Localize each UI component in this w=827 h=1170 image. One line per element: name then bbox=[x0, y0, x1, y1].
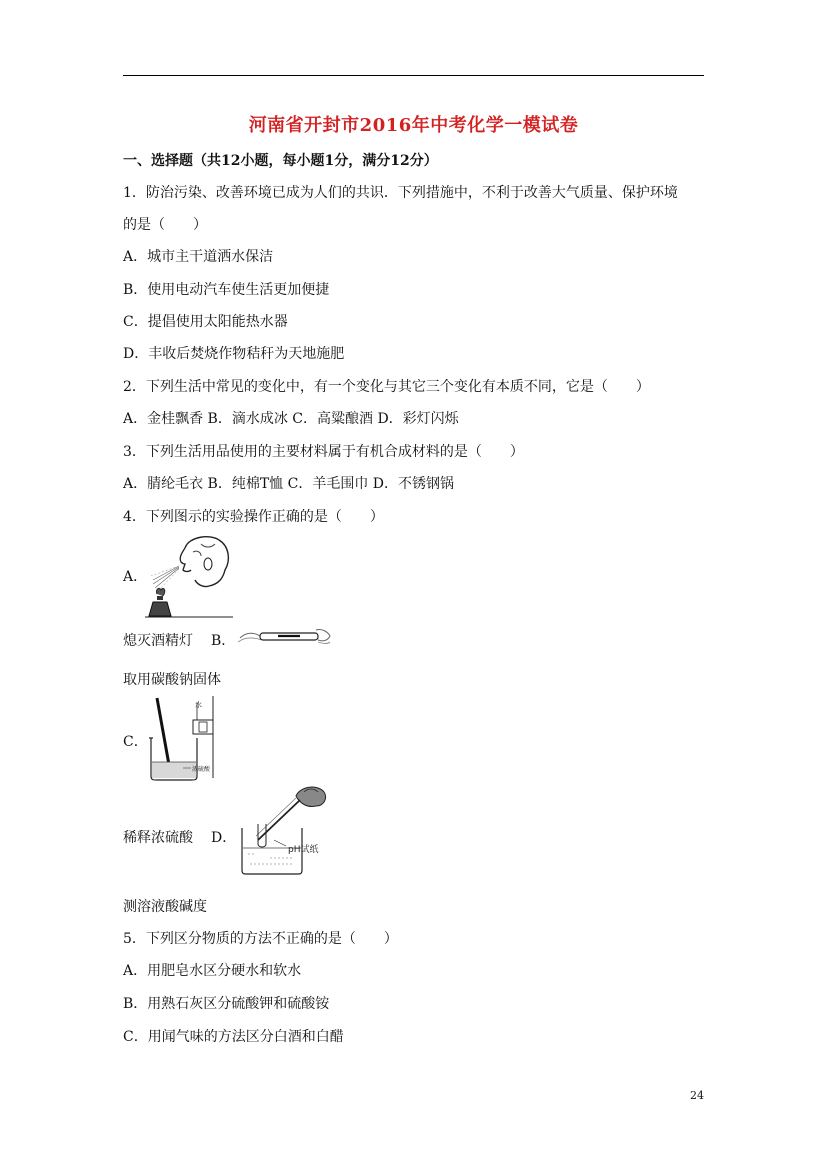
question-2-options: A．金桂飘香 B．滴水成冰 C．高粱酿酒 D．彩灯闪烁 bbox=[123, 411, 459, 427]
document-title: 河南省开封市2016年中考化学一模试卷 bbox=[248, 115, 579, 136]
figure-label-sulfuric-acid: 浓硫酸 bbox=[192, 766, 211, 773]
question-1-stem-line-1: 1．防治污染、改善环境已成为人们的共识．下列措施中，不利于改善大气质量、保护环境 bbox=[123, 185, 678, 201]
question-4-option-c-caption: 稀释浓硫酸 bbox=[123, 830, 193, 846]
question-1-option-a: A．城市主干道洒水保洁 bbox=[123, 249, 274, 265]
page-number: 24 bbox=[690, 1089, 704, 1102]
question-5-stem: 5．下列区分物质的方法不正确的是（ ） bbox=[123, 931, 398, 947]
question-4-stem: 4．下列图示的实验操作正确的是（ ） bbox=[123, 509, 384, 525]
header-rule bbox=[123, 75, 704, 76]
question-1-option-c: C．提倡使用太阳能热水器 bbox=[123, 314, 288, 330]
figure-label-water: 水 bbox=[195, 701, 202, 709]
section-heading: 一、选择题（共12小题，每小题1分，满分12分） bbox=[123, 153, 438, 169]
question-1-option-b: B．使用电动汽车使生活更加便捷 bbox=[123, 282, 330, 298]
question-5-option-a: A．用肥皂水区分硬水和软水 bbox=[123, 963, 302, 979]
question-4-option-c-letter: C． bbox=[123, 734, 148, 750]
question-4-option-d-letter: D． bbox=[211, 830, 237, 846]
question-5-option-b: B．用熟石灰区分硫酸钾和硫酸铵 bbox=[123, 996, 330, 1012]
question-4-option-a-letter: A． bbox=[123, 569, 148, 585]
figure-label-ph-paper: pH试纸 bbox=[288, 845, 319, 855]
question-5-option-c: C．用闻气味的方法区分白酒和白醋 bbox=[123, 1029, 344, 1045]
question-4-option-b-caption: 取用碳酸钠固体 bbox=[123, 672, 221, 688]
figure-measure-ph bbox=[234, 782, 334, 876]
question-3-options: A．腈纶毛衣 B．纯棉T恤 C．羊毛围巾 D．不锈钢锅 bbox=[123, 476, 455, 492]
question-1-option-d: D．丰收后焚烧作物秸秆为天地施肥 bbox=[123, 346, 345, 362]
question-1-stem-line-2: 的是（ ） bbox=[123, 217, 207, 233]
question-4-option-b-letter: B． bbox=[211, 633, 236, 649]
question-3-stem: 3．下列生活用品使用的主要材料属于有机合成材料的是（ ） bbox=[123, 444, 524, 460]
question-4-option-a-caption: 熄灭酒精灯 bbox=[123, 633, 193, 649]
figure-take-sodium-carbonate bbox=[238, 624, 332, 648]
figure-extinguish-alcohol-lamp bbox=[145, 534, 233, 618]
figure-dilute-sulfuric-acid bbox=[147, 696, 219, 784]
question-4-option-d-caption: 测溶液酸碱度 bbox=[123, 899, 207, 915]
question-2-stem: 2．下列生活中常见的变化中，有一个变化与其它三个变化有本质不同，它是（ ） bbox=[123, 379, 650, 395]
